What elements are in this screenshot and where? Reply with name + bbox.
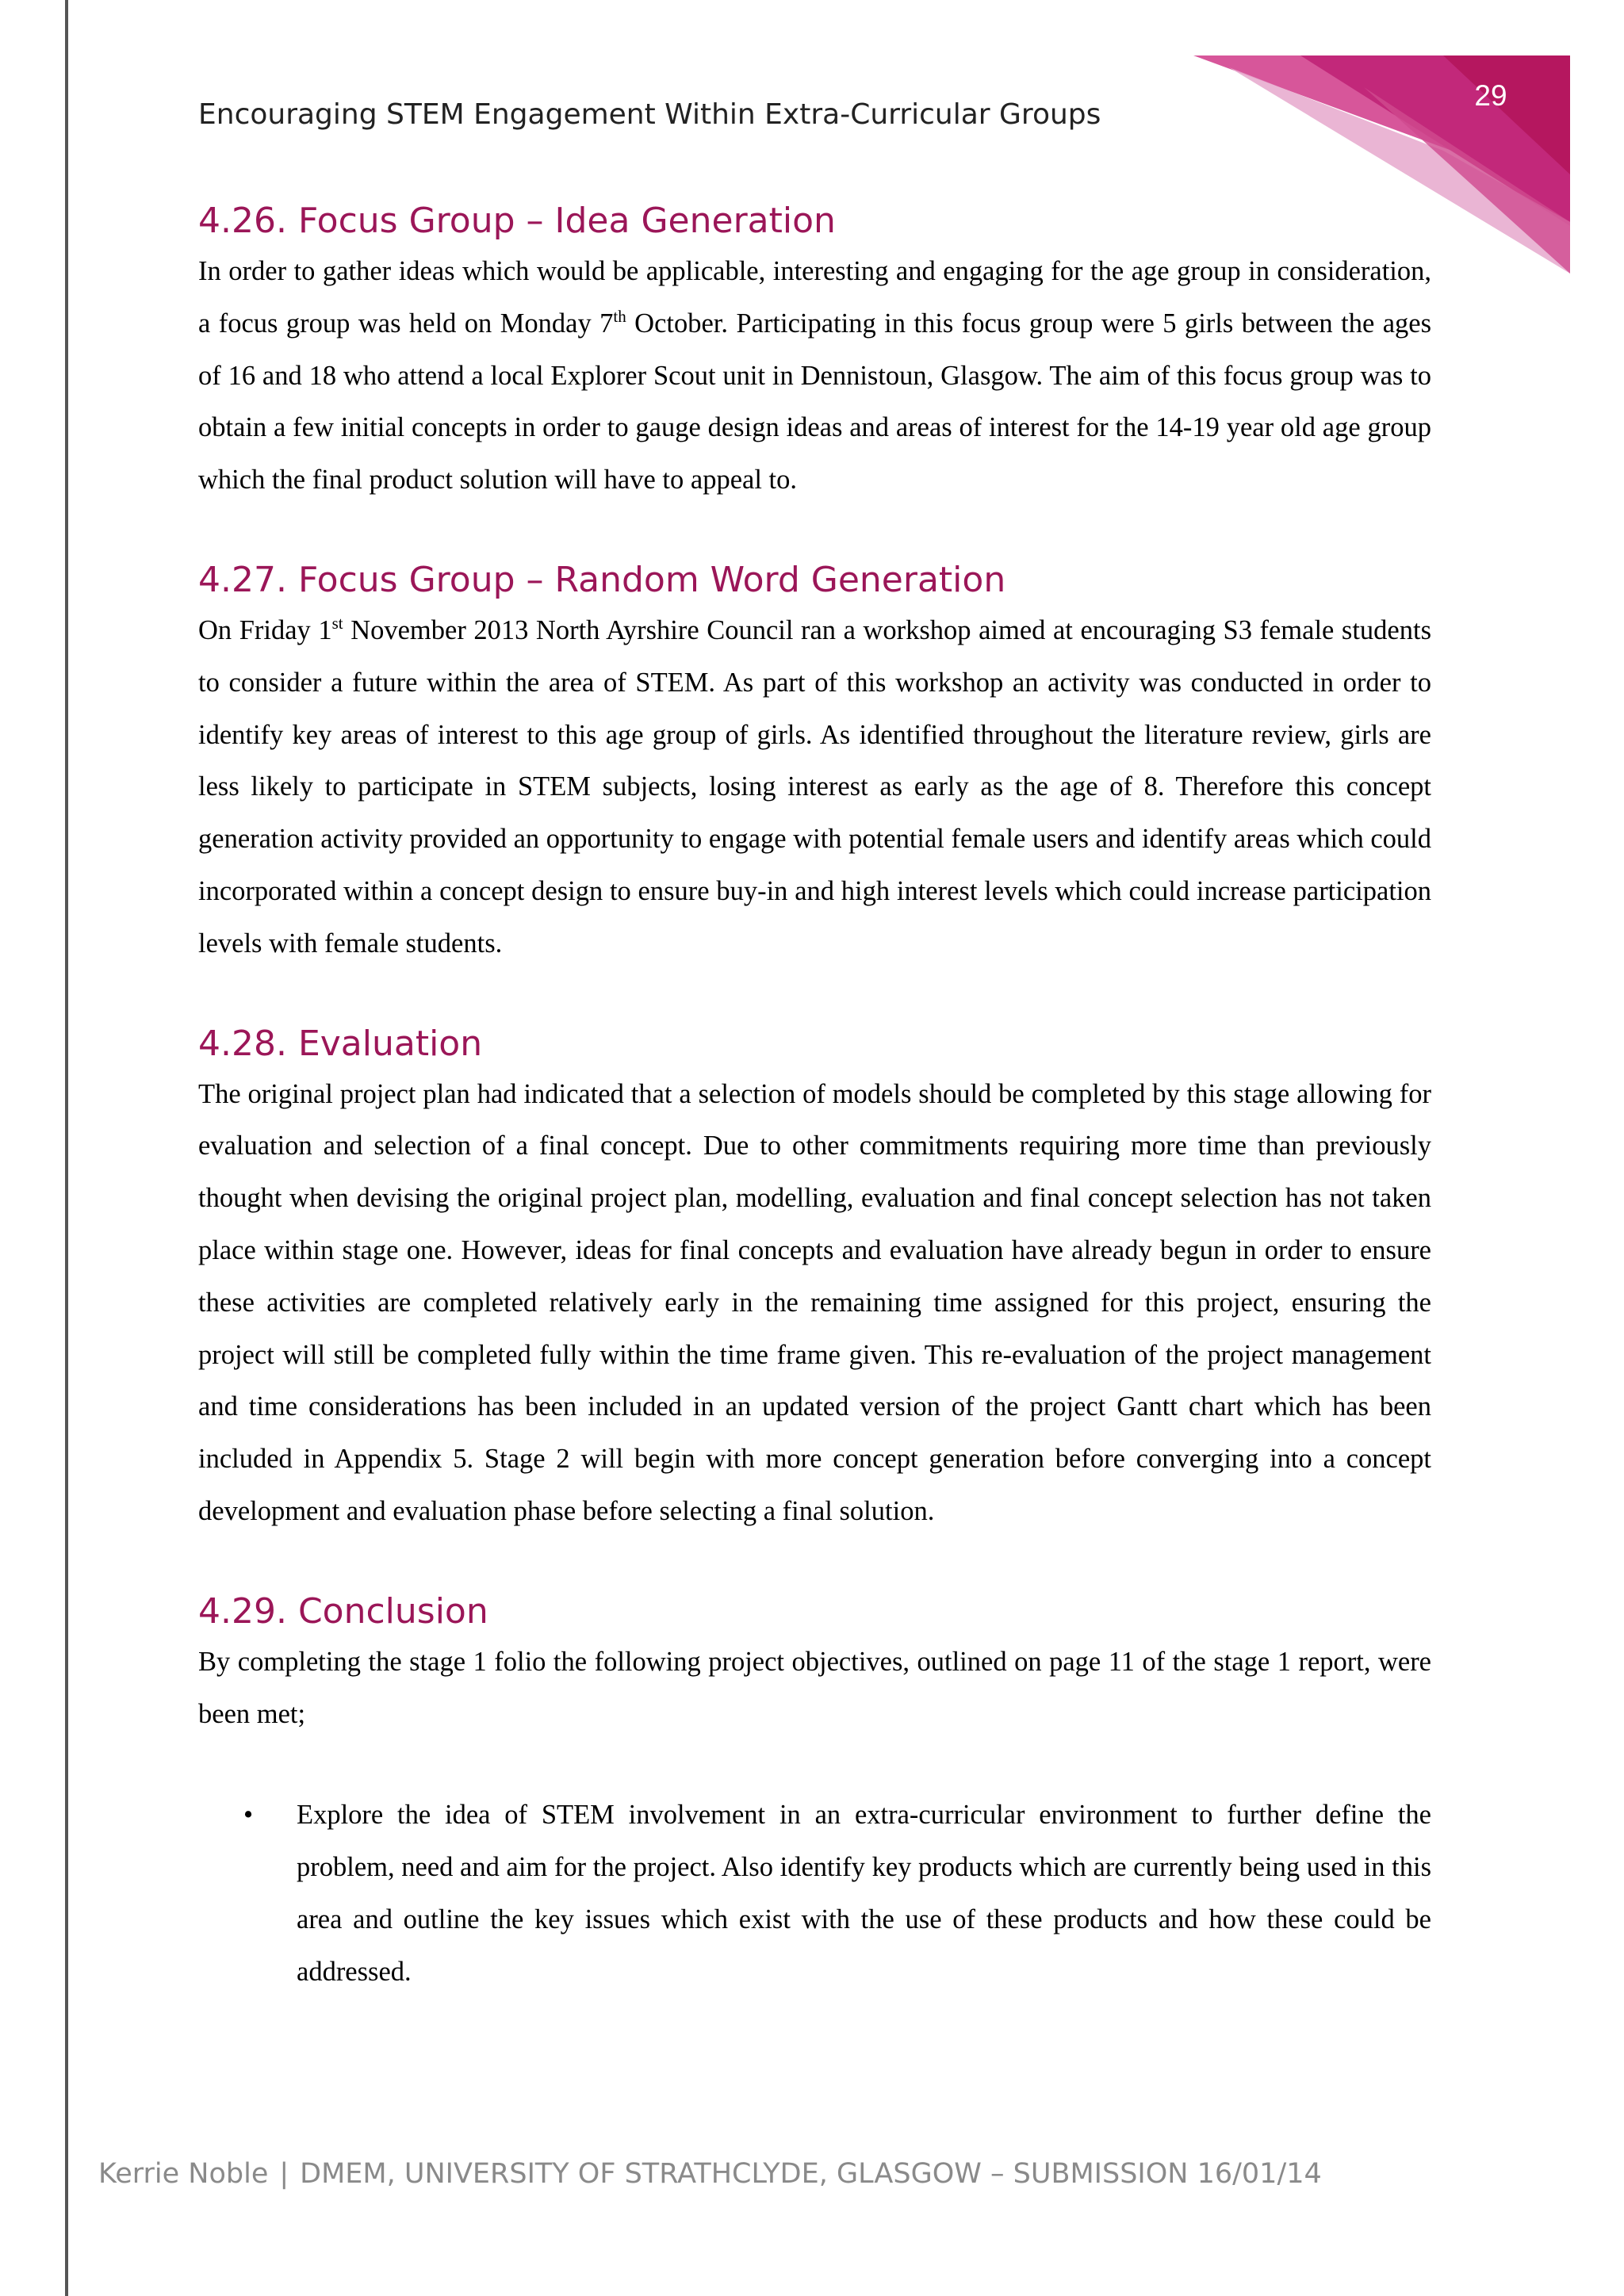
footer-details: DMEM, UNIVERSITY OF STRATHCLYDE, GLASGOW – SUBMISSION 16/01/14 bbox=[300, 2158, 1322, 2190]
section-heading: 4.28. Evaluation bbox=[198, 1023, 483, 1064]
list-item bbox=[243, 1789, 1431, 1998]
section-heading: 4.26. Focus Group – Idea Generation bbox=[198, 201, 836, 241]
section-paragraph bbox=[198, 605, 1431, 970]
bullet-icon: • bbox=[243, 1800, 254, 1831]
paragraph-text: In order to gather ideas which would be applicable, interesting and engaging for the age group in consideration, a focus group was held on Monday 7 bbox=[198, 256, 1431, 339]
main-content bbox=[198, 197, 1431, 1999]
section-paragraph: The original project plan had indicated that a selection of models should be completed by this stage allowing for evaluation and selection of a final concept. Due to other commitments requiring more time than previously thought when devising the original project plan, modelling, evaluation and final concept selection has not taken place within stage one. However, ideas for final concepts and evaluation have already begun in order to ensure these activities are completed relatively early in the remaining time assigned for this project, ensuring the project will still be completed fully within the time frame given. This re-evaluation of the project management and time considerations has been included in an updated version of the project Gantt chart which has been included in Appendix 5. Stage 2 will begin with more concept generation before converging into a concept development and evaluation phase before selecting a final solution. bbox=[198, 1078, 1431, 1526]
section-conclusion bbox=[198, 1587, 1431, 1999]
section-heading: 4.29. Conclusion bbox=[198, 1590, 488, 1632]
section-paragraph: By completing the stage 1 folio the following project objectives, outlined on page 11 of the stage 1 report, were been met; bbox=[198, 1646, 1431, 1729]
paragraph-text: October. Participating in this focus group were 5 girls between the ages of 16 and 18 who attend a local Explorer Scout unit in Dennistoun, Glasgow. The aim of this focus group was to obtain a few initial concepts in order to gauge design ideas and areas of interest for the 14-19 year old age group which the final product solution will have to appeal to. bbox=[198, 308, 1432, 496]
objectives-list bbox=[198, 1789, 1431, 1998]
list-item-text: Explore the idea of STEM involvement in an extra-curricular environment to further define the problem, need and aim for the project. Also identify key products which are currently being used in this area and outline the key issues which exist with the use of these products and how these could be addressed. bbox=[297, 1800, 1431, 1987]
section-heading: 4.27. Focus Group – Random Word Generation bbox=[198, 559, 1006, 600]
section-random-word-generation bbox=[198, 556, 1431, 970]
section-evaluation bbox=[198, 1020, 1431, 1538]
section-idea-generation bbox=[198, 197, 1431, 507]
page-footer bbox=[98, 2158, 1322, 2190]
footer-author: Kerrie Noble bbox=[98, 2158, 269, 2190]
footer-separator: | bbox=[279, 2158, 289, 2190]
running-header-title: Encouraging STEM Engagement Within Extra-Curricular Groups bbox=[198, 98, 1101, 131]
paragraph-text: November 2013 North Ayrshire Council ran a workshop aimed at encouraging S3 female students to consider a future within the area of STEM. As part of this workshop an activity was conducted in order to identify key areas of interest to this age group of girls. As identified throughout the literature review, girls are less likely to participate in STEM subjects, losing interest as early as the age of 8. Therefore this concept generation activity provided an opportunity to engage with potential female users and identify areas which could incorporated within a concept design to ensure buy-in and high interest levels which could increase participation levels with female students. bbox=[198, 614, 1432, 959]
section-paragraph bbox=[198, 246, 1431, 507]
page-number: 29 bbox=[1474, 79, 1507, 112]
ordinal-suffix: st bbox=[331, 613, 343, 633]
left-margin-rule bbox=[65, 0, 68, 2296]
paragraph-text: On Friday 1 bbox=[198, 614, 332, 645]
ordinal-suffix: th bbox=[613, 306, 626, 326]
